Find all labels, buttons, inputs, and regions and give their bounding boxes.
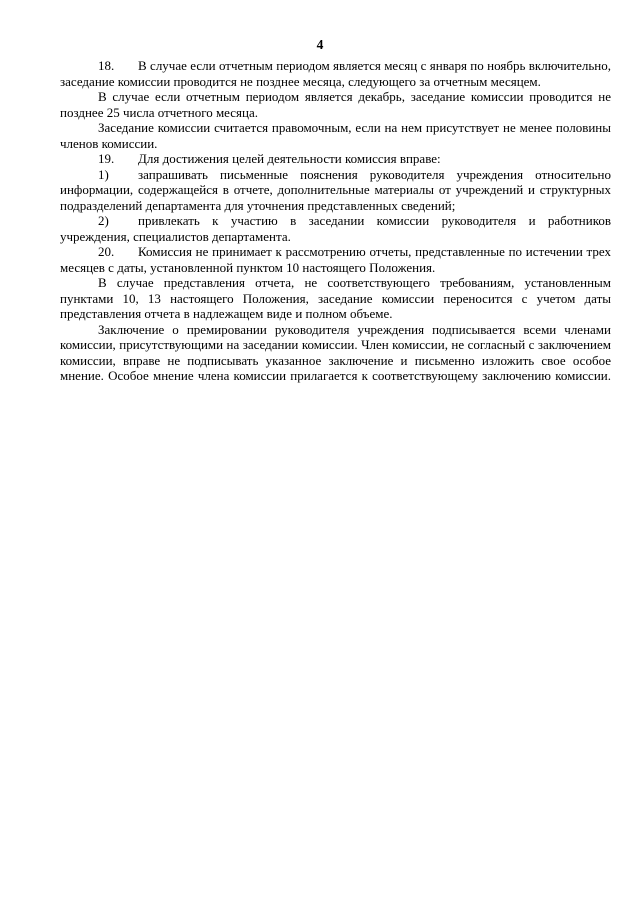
paragraph-text: В случае если отчетным периодом является месяц с января по ноябрь включительно, заседание комиссии проводится не позднее месяца, следующего за отчетным месяцем. — [60, 58, 611, 89]
paragraph-18 — [60, 58, 611, 89]
page-number: 4 — [316, 37, 324, 52]
paragraph-text: Комиссия не принимает к рассмотрению отчеты, представленные по истечении трех месяцев с даты, установленной пунктом 10 настоящего Положения. — [60, 244, 611, 275]
paragraph-nonconforming-report — [60, 275, 611, 322]
paragraph-text: Заключение о премировании руководителя учреждения подписывается всеми членами комиссии, присутствующими на заседании комиссии. Член комиссии, не согласный с заключением комиссии, вправе не подписывать указанное заключение и письменно изложить свое особое мнение. Особое мнение члена комиссии прилагается к соответствующему заключению комиссии. — [60, 321, 611, 383]
paragraph-19 — [60, 151, 611, 167]
document-body — [60, 58, 611, 384]
list-item-2 — [60, 213, 611, 244]
paragraph-december — [60, 89, 611, 120]
paragraph-text: Для достижения целей деятельности комиссия вправе: — [138, 151, 441, 166]
paragraph-number: 19. — [98, 151, 115, 166]
paragraph-text: В случае если отчетным периодом является декабрь, заседание комиссии проводится не позднее 25 числа отчетного месяца. — [60, 89, 611, 120]
paragraph-conclusion — [60, 322, 611, 384]
paragraph-text: В случае представления отчета, не соответствующего требованиям, установленным пунктами 10, 13 настоящего Положения, заседание комиссии переносится с учетом даты представления отчета в надлежащем виде и полном объеме. — [60, 275, 611, 321]
list-item-text: привлекать к участию в заседании комиссии руководителя и работников учреждения, специалистов департамента. — [60, 213, 611, 244]
paragraph-20 — [60, 244, 611, 275]
paragraph-text: Заседание комиссии считается правомочным, если на нем присутствует не менее половины членов комиссии. — [60, 120, 611, 151]
list-item-text: запрашивать письменные пояснения руководителя учреждения относительно информации, содержащейся в отчете, дополнительные материалы от учреждений и структурных подразделений департамента для уточнения представленных сведений; — [60, 166, 611, 213]
paragraph-number: 18. — [98, 58, 115, 73]
list-item-1 — [60, 167, 611, 214]
list-item-number: 1) — [98, 166, 109, 182]
paragraph-quorum — [60, 120, 611, 151]
paragraph-number: 20. — [98, 244, 115, 259]
list-item-number: 2) — [98, 213, 109, 228]
